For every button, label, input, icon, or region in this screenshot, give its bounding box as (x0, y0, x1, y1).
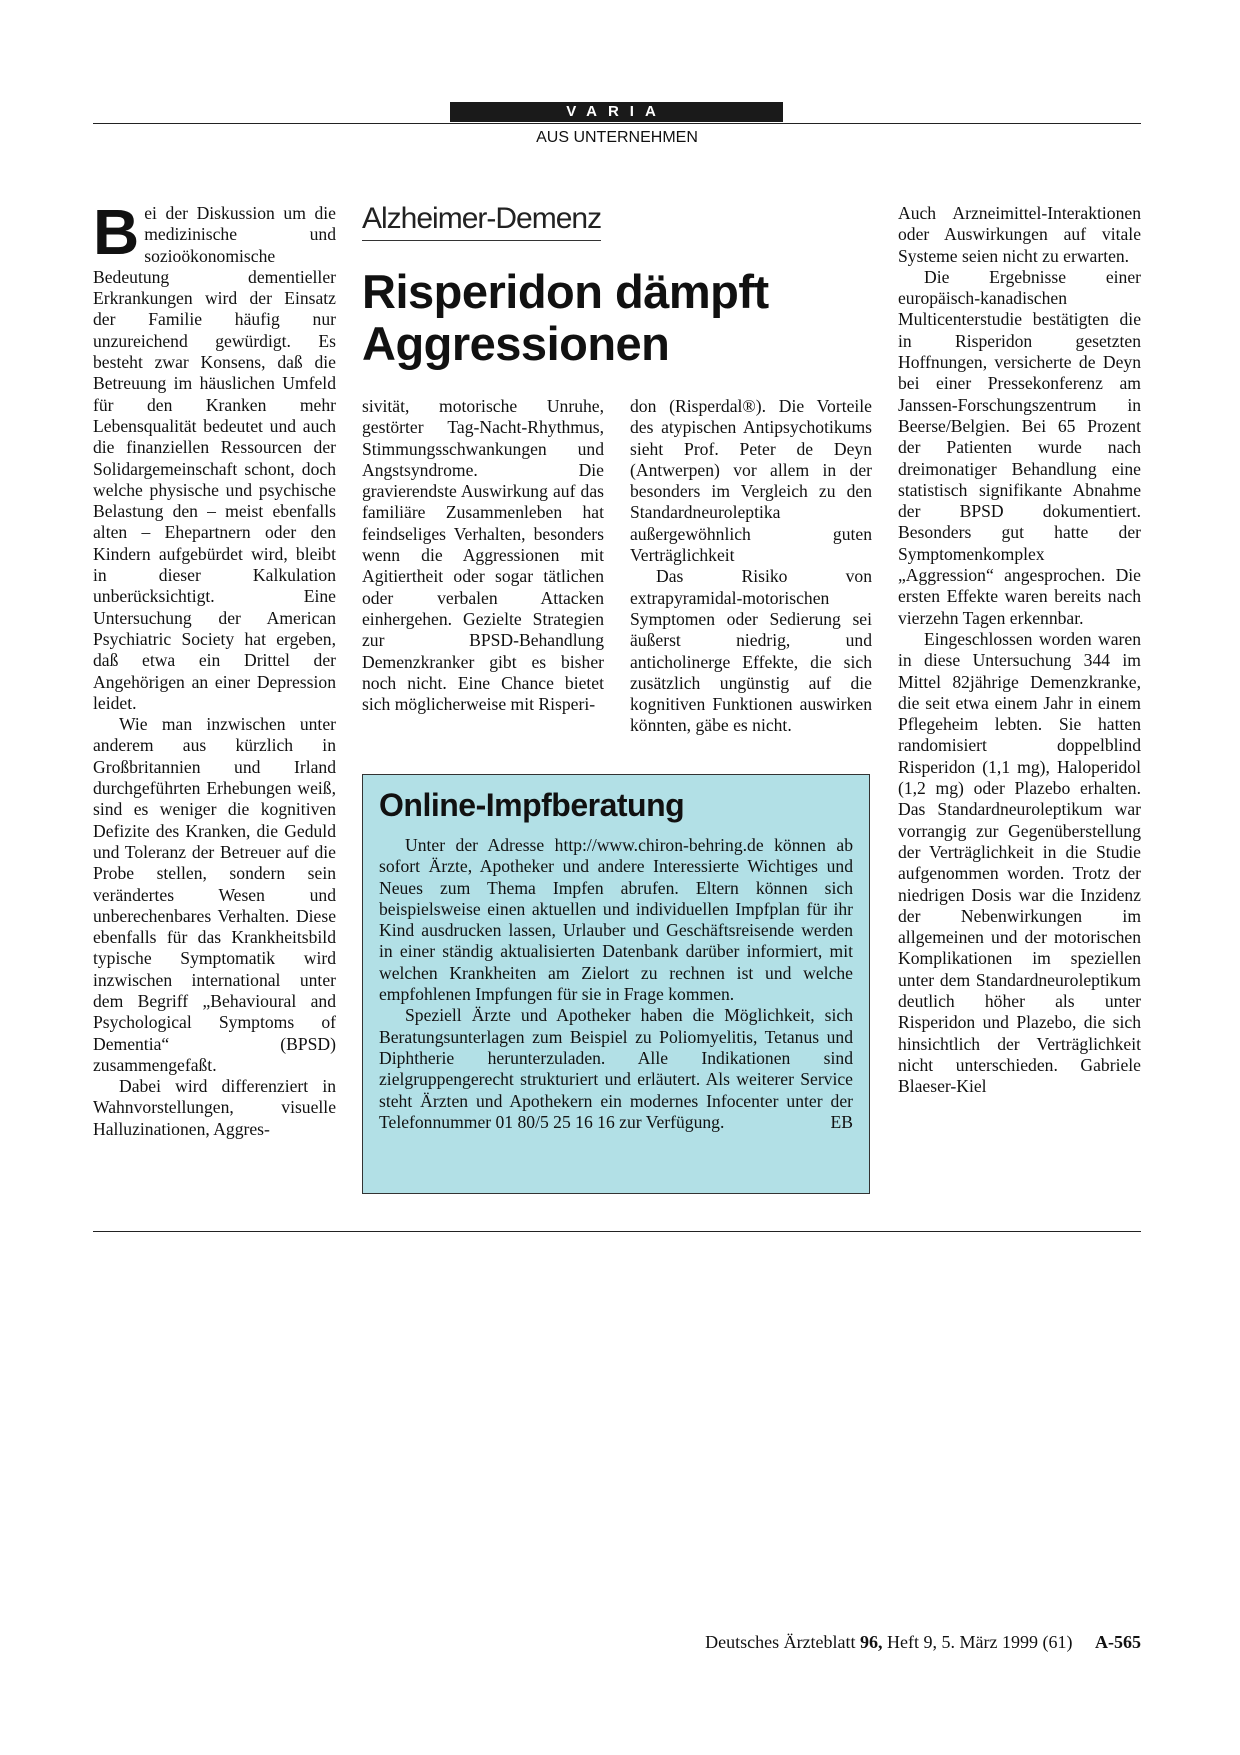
info-box-text (379, 835, 853, 1133)
info-box-title: Online-Impfberatung (379, 787, 685, 823)
article-column-4 (898, 203, 1141, 1097)
paragraph: Eingeschlossen worden waren in diese Untersuchung 344 im Mittel 82jährige Demenzkranke, die seit etwa einem Jahr in einem Pflegeheim lebten. Sie hatten randomisiert doppelblind Risperidon (1,1 mg), Haloperidol (1,2 mg) oder Plazebo erhalten. Das Standardneuroleptikum war vorrangig zur Gegenüberstellung der Verträglichkeit in die Studie aufgenommen worden. Trotz der niedrigen Dosis war die Inzidenz der Nebenwirkungen im allgemeinen und der motorischen Komplikationen im speziellen unter dem Standardneuroleptikum deutlich höher als unter Risperidon und Plazebo, die sich hinsichtlich der Verträglichkeit nicht unterschieden. Gabriele Blaeser-Kiel (898, 628, 1141, 1097)
drop-cap: B (93, 196, 140, 268)
paragraph: Unter der Adresse http://www.chiron-behring.de können ab sofort Ärzte, Apotheker und andere Interessierte Wichtiges und Neues zum Thema Impfen abrufen. Eltern können sich beispielsweise einen aktuellen und individuellen Impfplan für ihr Kind ausdrucken lassen, Urlauber und Geschäftsreisende werden in einer ständig aktualisierten Datenbank darüber informiert, mit welchen Krankheiten am Zielort zu rechnen ist und welche empfohlenen Impfungen für sie in Frage kommen. (379, 835, 853, 1005)
article-column-3 (630, 396, 872, 737)
paragraph: sivität, motorische Unruhe, gestörter Tag-Nacht-Rhythmus, Stimmungsschwankungen und Angstsyndrome. Die gravierendste Auswirkung auf das familiäre Zusammenleben hat feindseliges Verhalten, besonders wenn die Aggressionen mit Agitiertheit oder sogar tätlichen oder verbalen Attacken einhergehen. Gezielte Strategien zur BPSD-Behandlung Demenzkranker gibt es bisher noch nicht. Eine Chance bietet sich möglicherweise mit Risperi- (362, 396, 604, 715)
section-bar: VARIA (450, 102, 783, 122)
info-box (362, 774, 870, 1194)
footer-volume: 96, (860, 1632, 883, 1652)
footer-page-number: A-565 (1095, 1632, 1141, 1652)
paragraph: don (Risperdal®). Die Vorteile des atypischen Antipsychotikums sieht Prof. Peter de Deyn (Antwerpen) vor allem in der besonders im Vergleich zu den Standardneuroleptika außergewöhnlich guten Verträglichkeit (630, 396, 872, 566)
article-kicker: Alzheimer-Demenz (362, 200, 601, 241)
page-footer (600, 1632, 1141, 1653)
info-box-signature: EB (830, 1112, 853, 1133)
paragraph: ei der Diskussion um die medizinische und sozioökonomische Bedeutung dementieller Erkrankungen wird der Einsatz der Familie häufig nur unzureichend gewürdigt. Es besteht zwar Konsens, daß die Betreuung im häuslichen Umfeld für den Kranken mehr Lebensqualität bedeutet und auch die finanziellen Ressourcen der Solidargemeinschaft schont, doch welche physische und psychische Belastung den – meist ebenfalls alten – Ehepartnern oder den Kindern aufgebürdet wird, bleibt in dieser Kalkulation unberücksichtigt. Eine Untersuchung der American Psychiatric Society hat ergeben, daß etwa ein Drittel der Angehörigen an einer Depression leidet. (93, 203, 336, 713)
paragraph: Speziell Ärzte und Apotheker haben die Möglichkeit, sich Beratungsunterlagen zum Beispiel zu Poliomyelitis, Tetanus und Diphtherie herunterzuladen. Alle Indikationen sind zielgruppengerecht strukturiert und erläutert. Als weiterer Service steht Ärzten und Apothekern ein modernes Infocenter unter der Telefonnummer 01 80/5 25 16 16 zur Verfügung. (379, 1005, 853, 1132)
section-label: AUS UNTERNEHMEN (536, 129, 698, 146)
article-column-1 (93, 196, 336, 1140)
article-end-rule (93, 1231, 1141, 1232)
paragraph: Dabei wird differenziert in Wahnvorstellungen, visuelle Halluzinationen, Aggres- (93, 1076, 336, 1139)
paragraph: Wie man inzwischen unter anderem aus kürzlich in Großbritannien und Irland durchgeführten Erhebungen weiß, sind es weniger die kognitiven Defizite des Kranken, die Geduld und Toleranz der Betreuer auf die Probe stellen, sondern sein verändertes Wesen und unberechenbares Verhalten. Diese ebenfalls für das Krankheitsbild typische Symptomatik wird inzwischen international unter dem Begriff „Behavioural and Psychological Symptoms of Dementia“ (BPSD) zusammengefaßt. (93, 714, 336, 1075)
footer-journal: Deutsches Ärzteblatt (705, 1632, 856, 1652)
paragraph: Auch Arzneimittel-Interaktionen oder Auswirkungen auf vitale Systeme seien nicht zu erwarten. (898, 203, 1141, 266)
header-rule (93, 123, 1141, 124)
article-headline: Risperidon dämpft Aggressionen (362, 265, 769, 370)
footer-issue: Heft 9, 5. März 1999 (61) (887, 1632, 1073, 1652)
paragraph: Das Risiko von extrapyramidal-motorischen Symptomen oder Sedierung sei äußerst niedrig, und anticholinerge Effekte, die sich zusätzlich ungünstig auf die kognitiven Funktionen auswirken könnten, gäbe es nicht. (630, 566, 872, 736)
paragraph: Die Ergebnisse einer europäisch-kanadischen Multicenterstudie bestätigten die in Risperidon gesetzten Hoffnungen, versicherte de Deyn bei einer Pressekonferenz am Janssen-Forschungszentrum in Beerse/Belgien. Bei 65 Prozent der Patienten wurde nach dreimonatiger Behandlung eine statistisch signifikante Abnahme der BPSD dokumentiert. Besonders gut hatte der Symptomenkomplex „Aggression“ angesprochen. Die ersten Effekte waren bereits nach vierzehn Tagen erkennbar. (898, 266, 1141, 628)
article-column-2 (362, 396, 604, 715)
